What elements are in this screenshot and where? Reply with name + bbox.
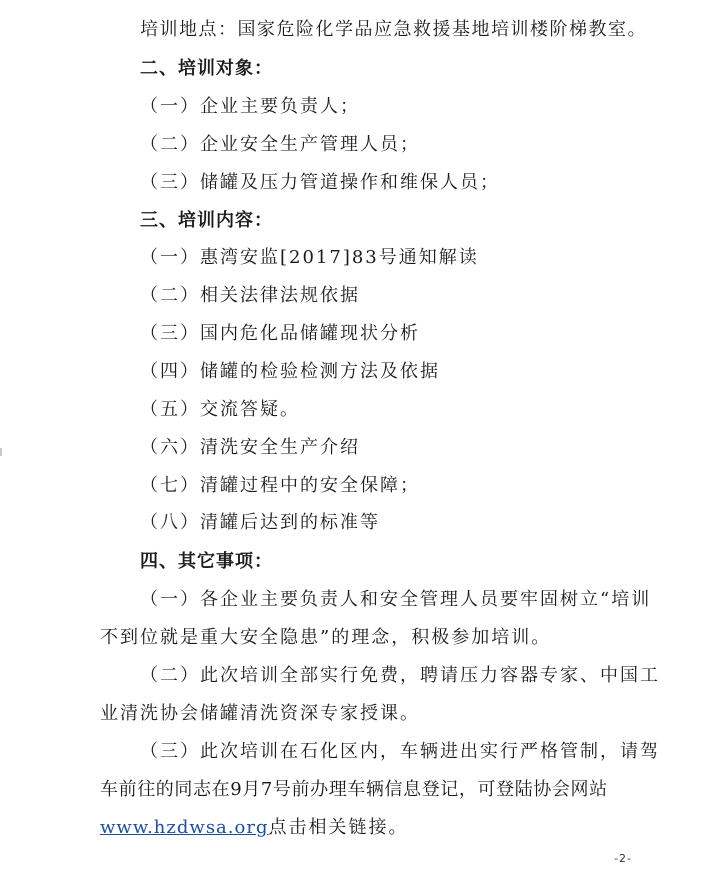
trainee-item: （二）企业安全生产管理人员； <box>140 134 420 155</box>
association-website-link[interactable]: www.hzdwsa.org <box>100 817 269 838</box>
other-paragraph-line: 车前往的同志在9月7号前办理车辆信息登记，可登陆协会网站 <box>100 779 608 800</box>
content-item: （五）交流答疑。 <box>140 399 300 420</box>
content-item: （二）相关法律法规依据 <box>140 285 360 306</box>
training-location-line: 培训地点：国家危险化学品应急救援基地培训楼阶梯教室。 <box>140 19 647 40</box>
other-paragraph-line: （二）此次培训全部实行免费，聘请压力容器专家、中国工 <box>140 665 660 686</box>
margin-mark <box>0 448 2 456</box>
other-paragraph-line: 业清洗协会储罐清洗资深专家授课。 <box>100 703 420 724</box>
section-heading-trainees: 二、培训对象： <box>140 58 273 79</box>
content-item: （四）储罐的检验检测方法及依据 <box>140 361 440 382</box>
content-item: （三）国内危化品储罐现状分析 <box>140 323 420 344</box>
content-item: （六）清洗安全生产介绍 <box>140 437 360 458</box>
other-paragraph-line: 不到位就是重大安全隐患”的理念，积极参加培训。 <box>100 627 552 648</box>
section-heading-other: 四、其它事项： <box>140 551 273 572</box>
other-paragraph-line: （一）各企业主要负责人和安全管理人员要牢固树立“培训 <box>140 589 652 610</box>
other-paragraph-line: （三）此次培训在石化区内，车辆进出实行严格管制，请驾 <box>140 741 660 762</box>
website-line <box>0 815 726 841</box>
content-item: （一）惠湾安监[2017]83号通知解读 <box>140 247 479 268</box>
content-item: （八）清罐后达到的标准等 <box>140 512 380 533</box>
content-item: （七）清罐过程中的安全保障； <box>140 475 420 496</box>
page-number: -2- <box>614 852 632 865</box>
website-link-suffix: 点击相关链接。 <box>268 817 409 838</box>
trainee-item: （三）储罐及压力管道操作和维保人员； <box>140 172 500 193</box>
trainee-item: （一）企业主要负责人； <box>140 96 360 117</box>
section-heading-content: 三、培训内容： <box>140 210 273 231</box>
